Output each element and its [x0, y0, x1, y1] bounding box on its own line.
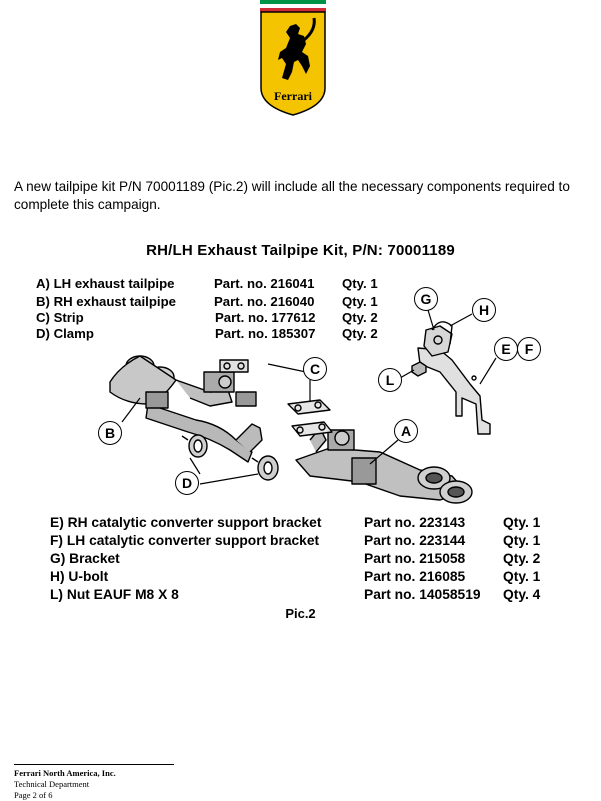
part-number: Part. no. 177612: [215, 310, 316, 325]
part-number: Part. no. 216041: [214, 276, 315, 291]
support-bracket-drawing: [418, 348, 490, 434]
leader-b: [122, 398, 140, 422]
part-qty: Qty. 4: [503, 587, 541, 602]
part-qty: Qty. 2: [503, 551, 541, 566]
part-qty: Qty. 1: [503, 569, 541, 584]
part-label: A) LH exhaust tailpipe: [36, 276, 175, 291]
leader-a: [370, 440, 398, 464]
callout-h: H: [472, 298, 496, 322]
part-qty: Qty. 1: [342, 294, 378, 309]
leader-c-1: [268, 364, 306, 372]
ubolt-drawing: [432, 322, 452, 344]
rh-tailpipe-drawing: [110, 356, 262, 462]
footer-page: Page 2 of 6: [14, 790, 53, 800]
leader-l: [400, 370, 414, 378]
callout-b: B: [98, 421, 122, 445]
leader-d-2: [200, 474, 258, 484]
part-label: B) RH exhaust tailpipe: [36, 294, 176, 309]
part-number: Part. no. 216040: [214, 294, 315, 309]
part-qty: Qty. 2: [342, 326, 378, 341]
part-label: C) Strip: [36, 310, 84, 325]
footer-org: Ferrari North America, Inc.: [14, 768, 116, 778]
part-number: Part no. 223144: [364, 533, 466, 548]
part-qty: Qty. 1: [342, 276, 378, 291]
intro-paragraph: A new tailpipe kit P/N 70001189 (Pic.2) will include all the necessary components required to complete this campaign.: [14, 179, 570, 212]
footer-dept: Technical Department: [14, 779, 90, 789]
part-number: Part no. 14058519: [364, 587, 481, 602]
callout-c: C: [303, 357, 327, 381]
lh-tailpipe-drawing: [296, 428, 472, 503]
leader-h: [450, 314, 472, 326]
lower-parts-list: [50, 515, 550, 605]
callout-a: A: [394, 419, 418, 443]
part-qty: Qty. 2: [342, 310, 378, 325]
part-qty: Qty. 1: [503, 515, 541, 530]
callout-d: D: [175, 471, 199, 495]
logo-wordmark: Ferrari: [274, 89, 312, 103]
page-footer: [14, 768, 116, 801]
callout-f: F: [517, 337, 541, 361]
part-label: L) Nut EAUF M8 X 8: [50, 587, 179, 602]
part-number: Part no. 223143: [364, 515, 466, 530]
logo-stripe-green: [260, 0, 326, 4]
bracket-g-drawing: [424, 326, 452, 356]
part-label: H) U-bolt: [50, 569, 109, 584]
callout-e: E: [494, 337, 518, 361]
part-label: D) Clamp: [36, 326, 94, 341]
leader-g: [428, 310, 434, 330]
callout-g: G: [414, 287, 438, 311]
leader-ef: [480, 358, 496, 384]
nut-drawing: [412, 362, 426, 376]
clamp-drawing: [182, 435, 278, 480]
callout-l: L: [378, 368, 402, 392]
footer-divider: [14, 764, 174, 765]
logo-stripe-white: [260, 4, 326, 8]
strip-gaskets-drawing: [288, 400, 332, 436]
kit-title: RH/LH Exhaust Tailpipe Kit, P/N: 70001189: [146, 242, 455, 259]
part-number: Part no. 216085: [364, 569, 466, 584]
upper-parts-list: [36, 276, 396, 348]
ferrari-logo: [260, 0, 326, 116]
figure-caption: Pic.2: [285, 606, 316, 621]
part-label: E) RH catalytic converter support bracket: [50, 515, 322, 530]
part-qty: Qty. 1: [503, 533, 541, 548]
part-number: Part no. 215058: [364, 551, 466, 566]
part-number: Part. no. 185307: [215, 326, 316, 341]
part-label: F) LH catalytic converter support bracket: [50, 533, 320, 548]
part-label: G) Bracket: [50, 551, 120, 566]
